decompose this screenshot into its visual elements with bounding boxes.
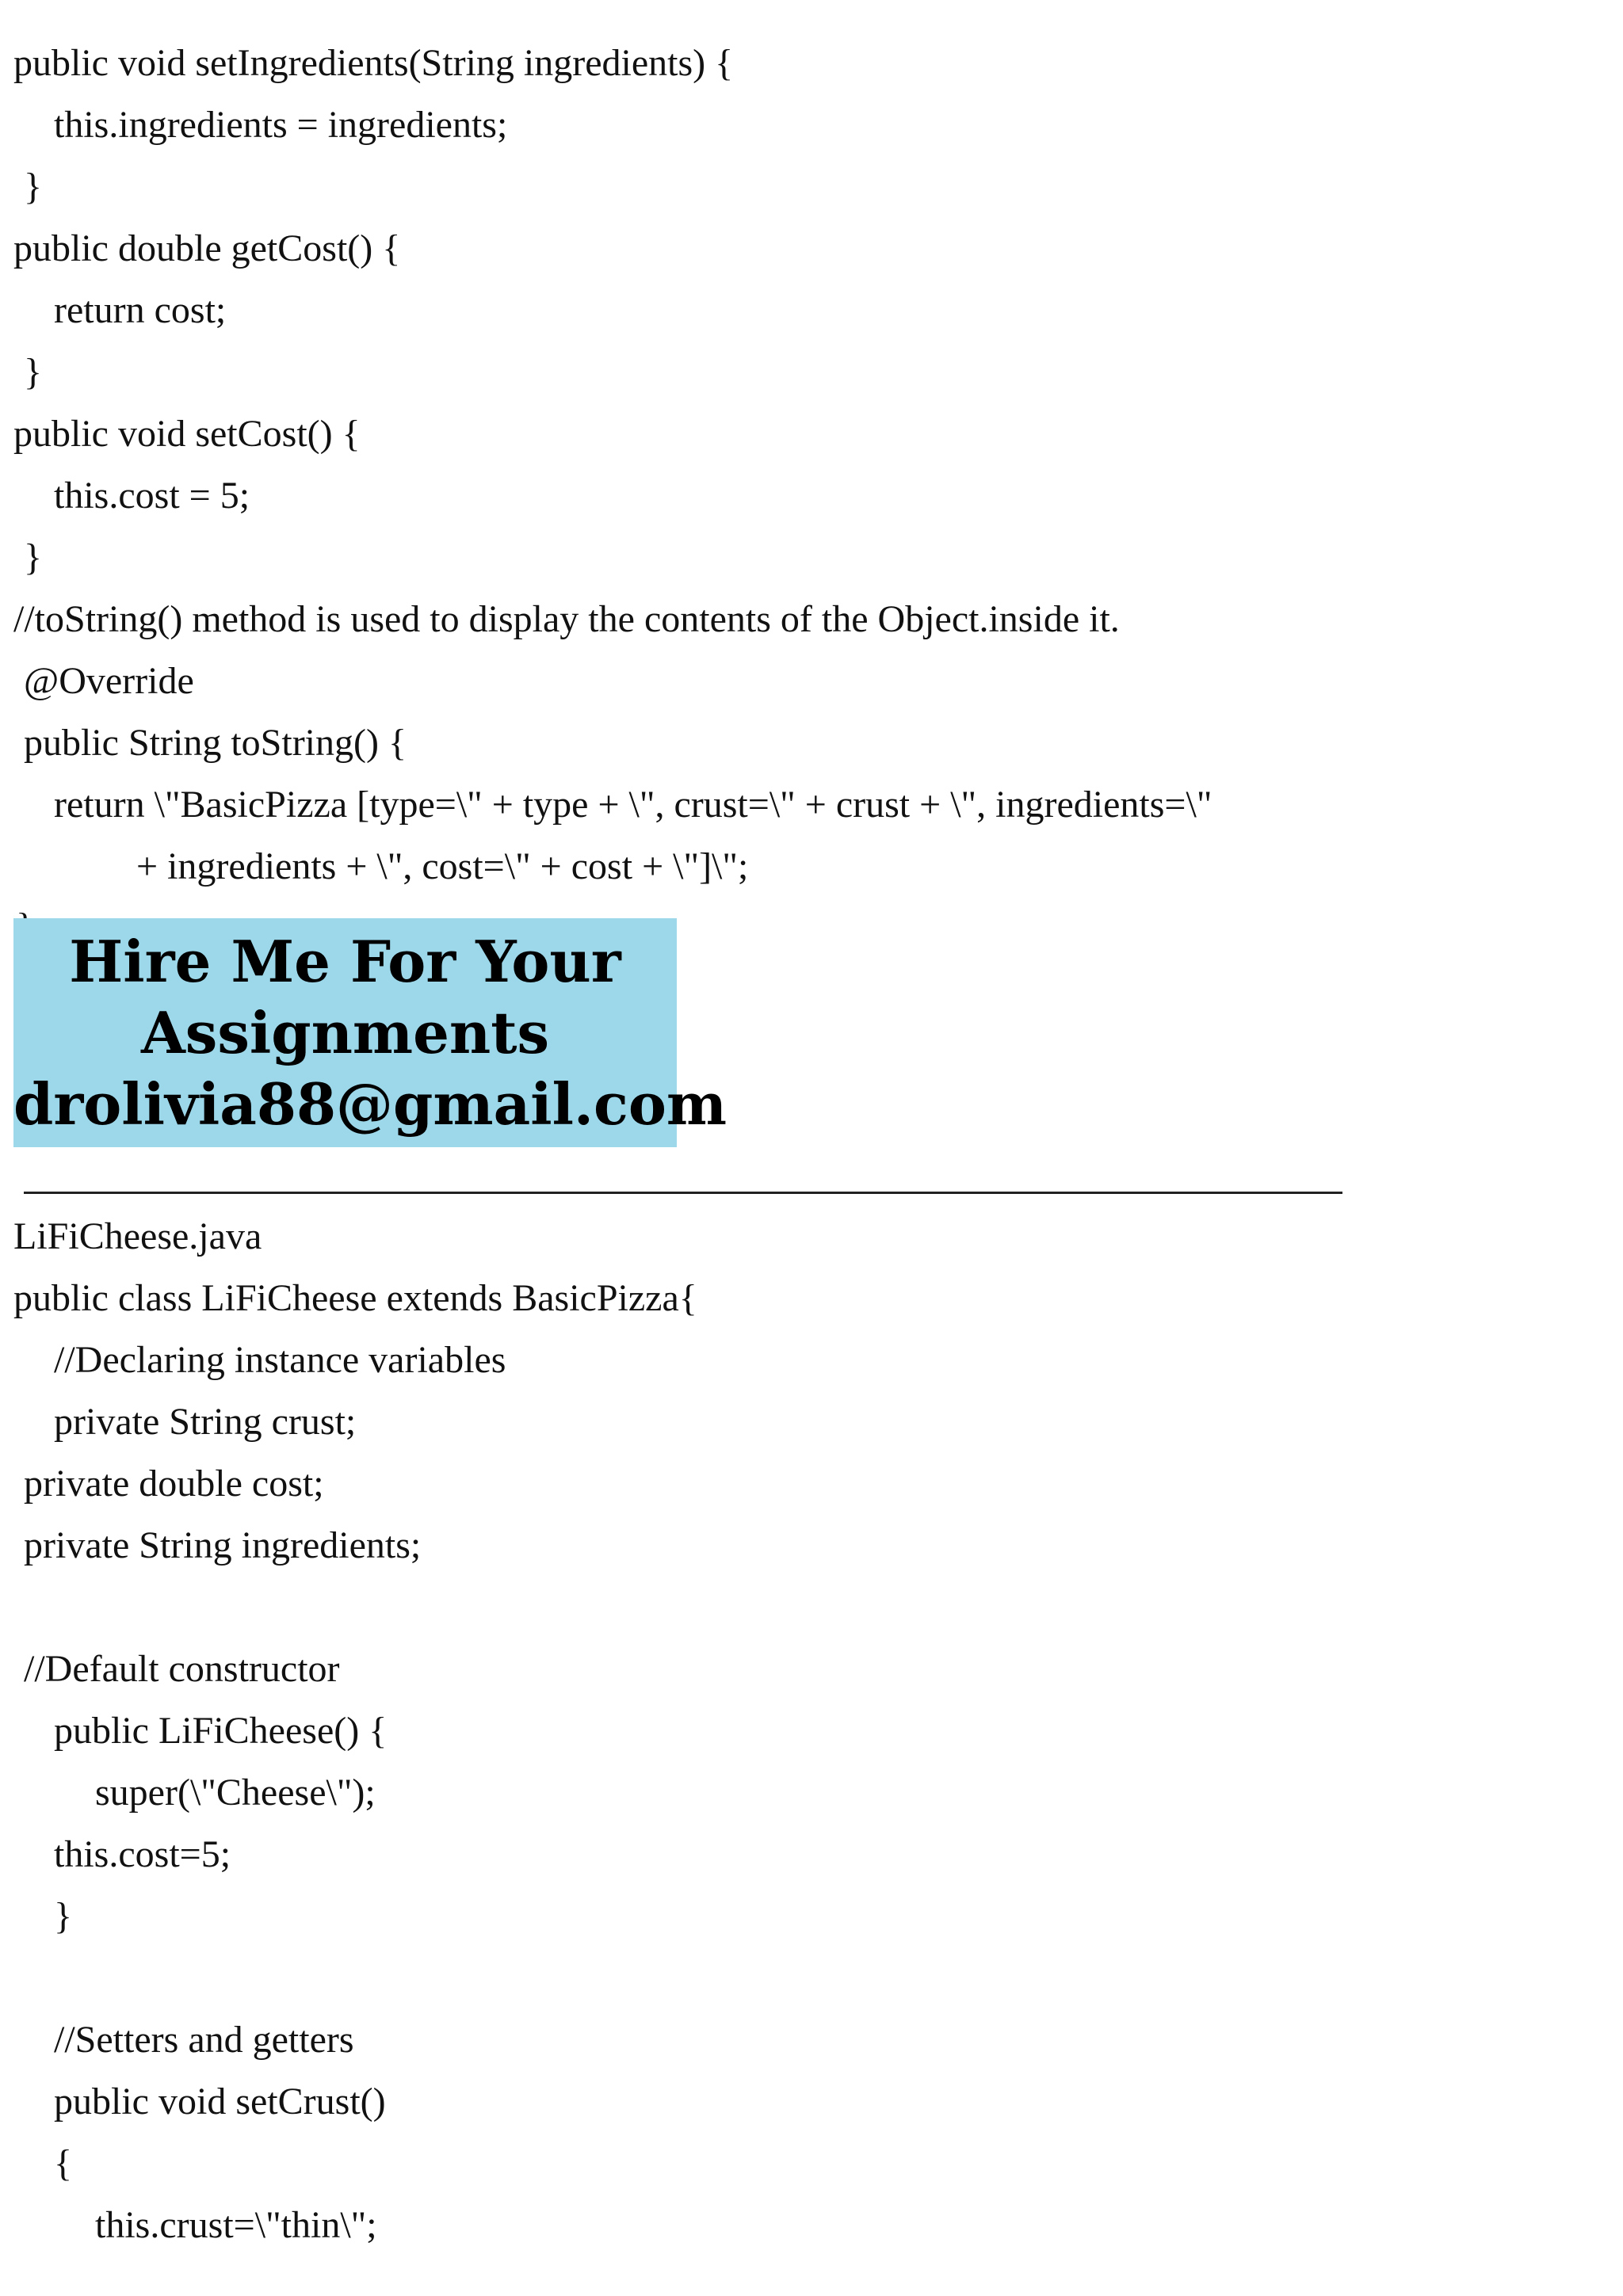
code-line: private String crust; — [54, 1401, 357, 1443]
code-line: this.ingredients = ingredients; — [54, 104, 508, 146]
hire-me-banner — [13, 918, 727, 1147]
code-line: return \"BasicPizza [type=\" + type + \", crust=\" + crust + \", ingredients=\" — [54, 784, 1212, 826]
section-divider — [24, 1192, 1342, 1194]
code-line: private String ingredients; — [24, 1524, 422, 1566]
code-line: this.crust=\"thin\"; — [95, 2204, 377, 2246]
code-line: return cost; — [54, 289, 227, 331]
code-comment: //Setters and getters — [54, 2019, 354, 2061]
banner-subheadline: Assignments — [140, 999, 550, 1066]
code-line: public double getCost() { — [13, 227, 401, 269]
code-line: this.cost = 5; — [54, 475, 250, 517]
code-line: } — [24, 166, 43, 208]
code-comment: //Declaring instance variables — [54, 1339, 506, 1381]
code-line: public class LiFiCheese extends BasicPizza{ — [13, 1277, 697, 1319]
file-name: LiFiCheese.java — [13, 1215, 262, 1257]
code-line: public void setCost() { — [13, 413, 361, 455]
code-line: { — [54, 2142, 73, 2184]
code-line: public String toString() { — [24, 722, 407, 764]
code-annotation: @Override — [24, 660, 194, 702]
code-line: } — [54, 1895, 73, 1937]
code-line: public void setIngredients(String ingredients) { — [13, 42, 734, 84]
code-line: } — [24, 536, 43, 578]
code-comment: //Default constructor — [24, 1648, 340, 1690]
code-line: private double cost; — [24, 1463, 324, 1505]
code-line: } — [24, 351, 43, 393]
code-line: public void setCrust() — [54, 2081, 386, 2122]
code-line: + ingredients + \", cost=\" + cost + \"]\"; — [136, 845, 749, 887]
code-line: public LiFiCheese() { — [54, 1710, 388, 1752]
code-line: this.cost=5; — [54, 1833, 231, 1875]
code-comment: //toString() method is used to display the contents of the Object.inside it. — [13, 598, 1120, 640]
banner-headline: Hire Me For Your — [69, 928, 621, 995]
code-line: super(\"Cheese\"); — [95, 1772, 376, 1814]
banner-email: drolivia88@gmail.com — [13, 1070, 727, 1138]
